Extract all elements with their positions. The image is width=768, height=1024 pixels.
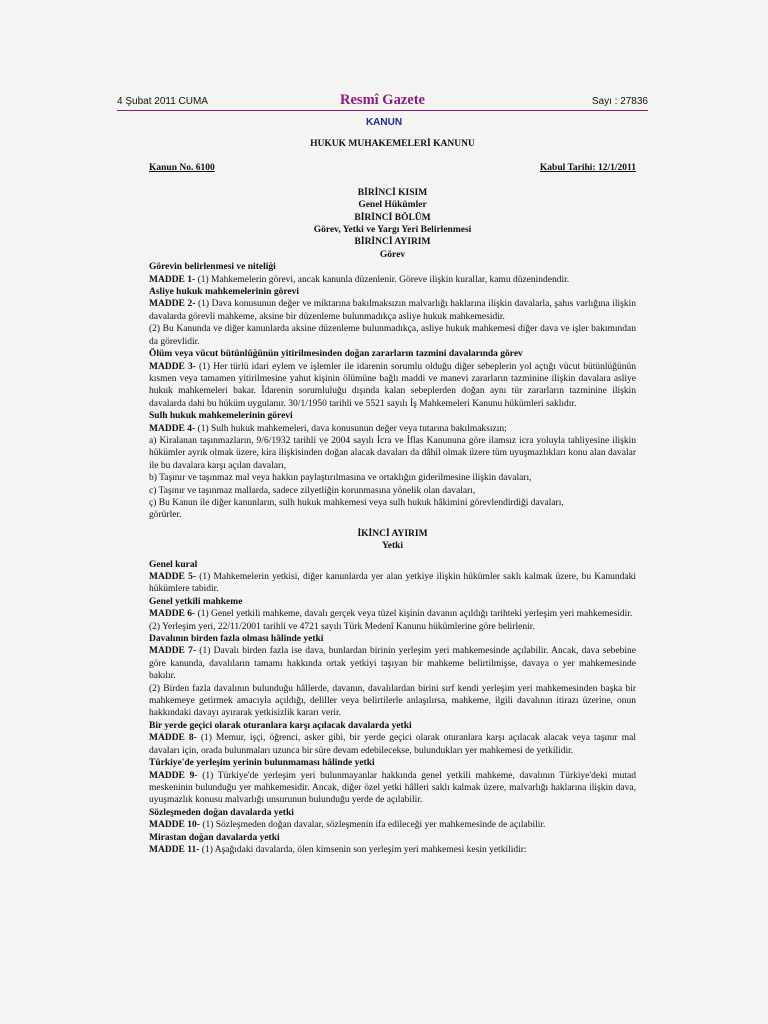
article-heading: Ölüm veya vücut bütünlüğünün yitirilmesinden doğan zararların tazmini davalarında görev (149, 349, 523, 360)
article-label: MADDE 5- (149, 572, 196, 582)
article-heading: Asliye hukuk mahkemelerinin görevi (149, 287, 299, 298)
chapter-name: Görev, Yetki ve Yargı Yeri Belirlenmesi (313, 225, 472, 236)
category-label: KANUN (365, 117, 403, 128)
article-paragraph (149, 361, 636, 411)
article-closing: görürler. (149, 510, 182, 521)
article-paragraph (149, 819, 636, 831)
article-paragraph (149, 645, 636, 682)
article-text: (1) Mahkemelerin yetkisi, diğer kanunlarda yer alan yetkiye ilişkin hükümler saklı kalmak üzere, bu Kanundaki hükümlere tabidir. (149, 572, 636, 595)
article-heading: Mirastan doğan davalarda yetki (149, 832, 280, 843)
gazette-title: Resmî Gazete (340, 92, 425, 108)
article-heading: Sulh hukuk mahkemelerinin görevi (149, 411, 293, 422)
article-heading: Davalının birden fazla olması hâlinde yetki (149, 634, 324, 645)
issue-number: Sayı : 27836 (591, 96, 648, 107)
article-paragraph (149, 608, 636, 620)
issue-date: 4 Şubat 2011 CUMA (117, 96, 208, 107)
list-item: c) Taşınır ve taşınmaz mallarda, sadece zilyetliğin korunmasına yönelik olan davaları, (149, 485, 476, 496)
article-paragraph (149, 298, 636, 323)
article-text: (1) Mahkemelerin görevi, ancak kanunla düzenlenir. Göreve ilişkin kurallar, kamu düzenindendir. (195, 274, 570, 285)
part-name: Genel Hükümler (358, 200, 427, 211)
article-label: MADDE 2- (149, 299, 196, 310)
article-label: MADDE 11- (149, 844, 200, 855)
article-text: (1) Genel yetkili mahkeme, davalı gerçek veya tüzel kişinin davanın açıldığı tarihteki yerleşim yeri mahkemesidir. (195, 609, 633, 620)
subsection-name: Yetki (381, 541, 404, 552)
article-paragraph (149, 844, 636, 856)
article-heading: Türkiye'de yerleşim yerinin bulunmaması hâlinde yetki (149, 758, 375, 769)
article-heading: Sözleşmeden doğan davalarda yetki (149, 807, 294, 818)
acceptance-date: Kabul Tarihi: 12/1/2011 (539, 163, 636, 174)
list-item: ç) Bu Kanun ile diğer kanunların, sulh hukuk mahkemesi veya sulh hukuk hâkimini görevlendirdiği davaları, (149, 497, 564, 508)
article-text: (1) Dava konusunun değer ve miktarına bakılmaksızın malvarlığı haklarına ilişkin davalarla, şahıs varlığına ilişkin davalarda görevli mahkeme, aksine bir düzenleme bulunmadıkça asliye hukuk mahkemesidir. (149, 299, 636, 322)
law-number: Kanun No. 6100 (149, 163, 215, 174)
article-text: (1) Aşağıdaki davalarda, ölen kimsenin son yerleşim yeri mahkemesi kesin yetkilidir: (199, 844, 527, 855)
list-item: b) Taşınır ve taşınmaz mal veya hakkın paylaştırılmasına ve ortaklığın giderilmesine ilişkin davaları, (149, 473, 532, 484)
law-title: HUKUK MUHAKEMELERİ KANUNU (310, 139, 475, 149)
article-label: MADDE 8- (149, 733, 197, 744)
article-heading: Genel yetkili mahkeme (149, 596, 243, 607)
article-text: (1) Türkiye'de yerleşim yeri bulunmayanlar hakkında genel yetkili mahkeme, davalının Türkiye'deki mutad meskeninin bulunduğu yer mahkemesidir. Ancak, diğer özel yetki hâlleri saklı kalmak üzere, malvarlığı haklarına ilişkin dava, uyuşmazlık konusu malvarlığı unsurunun bulunduğu yerde de açılabilir. (149, 770, 636, 806)
article-paragraph (149, 423, 636, 435)
article-label: MADDE 1- (149, 274, 196, 285)
article-text: (1) Memur, işçi, öğrenci, asker gibi, bir yerde geçici olarak oturanlara karşı açılacak alacak veya taşınır mal davaları için, orada bulunmaları uzunca bir süre devam edebilecekse, bulundukları yer mahkemesi de yetkilidir. (149, 733, 636, 756)
article-heading: Genel kural (149, 559, 198, 570)
article-paragraph (149, 571, 636, 596)
article-text: (1) Sulh hukuk mahkemeleri, dava konusunun değer veya tutarına bakılmaksızın; (195, 423, 507, 434)
article-text: (1) Her türlü idari eylem ve işlemler ile idarenin sorumlu olduğu diğer sebeplerin yol açtığı vücut bütünlüğünün kısmen veya tamamen yitirilmesine yahut kişinin ölümüne bağlı maddi ve manevi zararların tazminine ilişkin davalara asliye hukuk mahkemeleri bakar. İdarenin sorumluluğu dışında kalan sebeplerden doğan aynı tür zararların tazminine ilişkin davalarda dahi bu hüküm uygulanır. 30/1/1950 tarihli ve 5521 sayılı İş Mahkemeleri Kanunu hükümleri saklıdır. (149, 361, 636, 409)
part-heading: BİRİNCİ KISIM (357, 187, 428, 198)
article-label: MADDE 4- (149, 423, 196, 434)
article-paragraph (149, 274, 636, 286)
law-body (149, 138, 636, 856)
article-label: MADDE 3- (149, 361, 196, 372)
article-paragraph: (2) Yerleşim yeri, 22/11/2001 tarihli ve 4721 sayılı Türk Medenî Kanunu hükümlerine göre belirlenir. (149, 621, 535, 632)
article-label: MADDE 9- (149, 770, 198, 781)
article-heading: Bir yerde geçici olarak oturanlara karşı açılacak davalarda yetki (149, 720, 412, 731)
article-paragraph (149, 770, 636, 807)
article-paragraph (149, 732, 636, 757)
article-text: (1) Davalı birden fazla ise dava, bunlardan birinin yerleşim yeri mahkemesinde açılabilir. Ancak, dava sebebine göre kanunda, davalıların tamamı hakkında ortak yetkiyi taşıyan bir mahkeme belirtilmişse, davaya o yer mahkemesinde bakılır. (149, 646, 636, 682)
page-header (117, 92, 648, 112)
article-text: (1) Sözleşmeden doğan davalar, sözleşmenin ifa edileceği yer mahkemesinde de açılabilir. (199, 820, 546, 831)
article-label: MADDE 10- (149, 820, 200, 831)
article-paragraph: (2) Birden fazla davalının bulunduğu hâllerde, davanın, davalılardan birini sırf kendi yerleşim yeri mahkemesinden başka bir mahkemeye getirmek amacıyla açıldığı, deliller veya belirtilerle anlaşılırsa, mahkeme, ilgili davalının itirazı üzerine, onun hakkındaki davayı ayırarak yetkisizlik kararı verir. (149, 683, 636, 719)
article-paragraph: (2) Bu Kanunda ve diğer kanunlarda aksine düzenleme bulunmadıkça, asliye hukuk mahkemesi diğer dava ve işler bakımından da görevlidir. (149, 324, 636, 347)
article-heading: Görevin belirlenmesi ve niteliği (149, 262, 276, 273)
subsection-heading: BİRİNCİ AYIRIM (354, 237, 431, 248)
subsection-name: Görev (379, 249, 406, 260)
list-item: a) Kiralanan taşınmazların, 9/6/1932 tarihli ve 2004 sayılı İcra ve İflas Kanununa göre ilamsız icra yoluyla tahliyesine ilişkin hükümler ayrık olmak üzere, kira ilişkisinden doğan alacak davaları da dâhil olmak üzere tüm uyuşmazlıkları konu alan davalar ile bu davalara karşı açılan davaları, (149, 435, 636, 471)
law-meta (149, 162, 636, 174)
subsection-heading: İKİNCİ AYIRIM (357, 528, 428, 539)
chapter-heading: BİRİNCİ BÖLÜM (354, 212, 431, 223)
header-rule (117, 110, 648, 111)
article-label: MADDE 6- (149, 609, 196, 620)
article-label: MADDE 7- (149, 646, 197, 657)
